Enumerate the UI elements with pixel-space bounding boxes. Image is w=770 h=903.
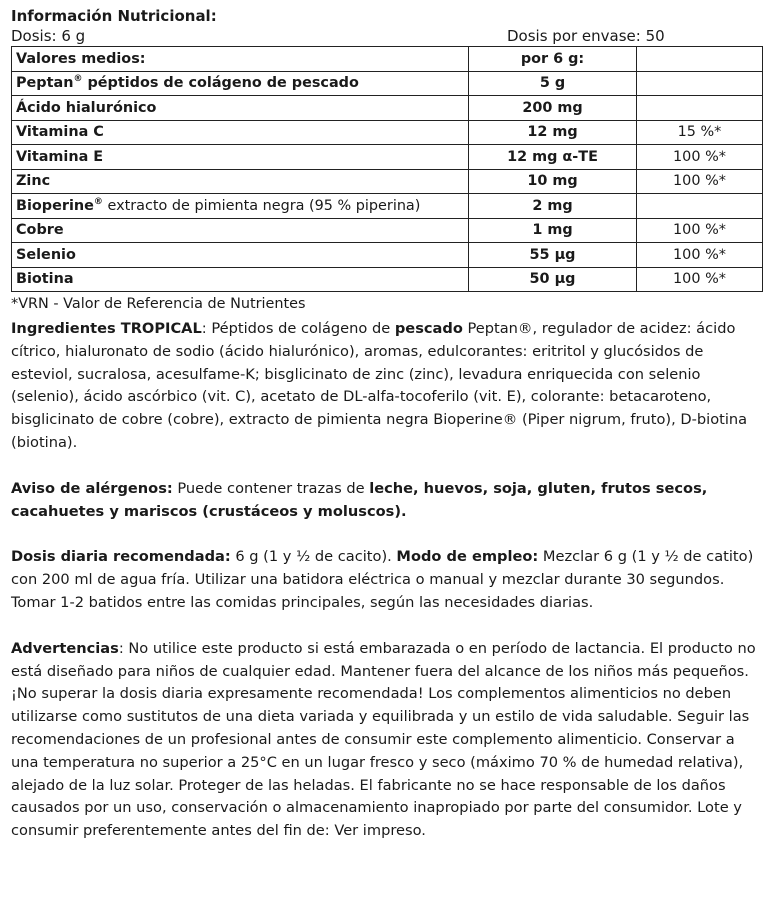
allergens-list: leche, huevos, soja, gluten, frutos secos, cacahuetes y mariscos (crustáceos y moluscos). xyxy=(11,479,708,520)
nutrient-amount: 2 mg xyxy=(469,194,637,219)
nutrition-label xyxy=(11,6,763,843)
ingredients-text-a: : Péptidos de colágeno de xyxy=(201,320,395,337)
vrn-footnote: *VRN - Valor de Referencia de Nutrientes xyxy=(11,296,306,312)
table-row xyxy=(12,194,763,219)
nutrition-table xyxy=(11,46,763,292)
nutrient-vrn: 100 %* xyxy=(637,169,763,194)
nutrient-amount: 200 mg xyxy=(469,96,637,121)
dose-size: Dosis: 6 g xyxy=(11,27,86,45)
table-header-row xyxy=(12,47,763,72)
table-row xyxy=(12,218,763,243)
ingredients-bold-word: pescado xyxy=(394,320,463,337)
registered-mark: ® xyxy=(93,196,103,207)
nutrient-name-text: Vitamina C xyxy=(16,124,104,141)
nutrient-amount: 55 µg xyxy=(469,243,637,268)
table-row xyxy=(12,267,763,292)
nutrient-amount: 50 µg xyxy=(469,267,637,292)
nutrient-amount: 5 g xyxy=(469,71,637,96)
ingredients-text-b: Peptan®, regulador de acidez: ácido cítrico, hialuronato de sodio (ácido hialurónico), aromas, edulcorantes: eritritol y glucósidos de esteviol, sucralosa, acesulfame-K; bisglicinato de zinc (zinc), levadura enriquecida con selenio (selenio), ácido ascórbico (vit. C), acetato de DL-alfa-tocoferilo (vit. E), colorante: betacaroteno, bisglicinato de cobre (cobre), extracto de pimienta negra Bioperine® (Piper nigrum, fruto), D-biotina (biotina). xyxy=(11,320,748,451)
table-row xyxy=(12,145,763,170)
nutrient-name xyxy=(12,267,469,292)
allergens-label: Aviso de alérgenos: xyxy=(11,479,173,497)
nutrient-amount: 1 mg xyxy=(469,218,637,243)
nutrient-name-text: Ácido hialurónico xyxy=(16,99,157,116)
nutrient-name-rest: extracto de pimienta negra (95 % piperina) xyxy=(102,197,421,214)
allergens-text: Puede contener trazas de xyxy=(172,479,370,497)
nutrient-vrn xyxy=(637,71,763,96)
table-row xyxy=(12,243,763,268)
nutrient-amount: 12 mg xyxy=(469,120,637,145)
warnings-text: : No utilice este producto si está embarazada o en período de lactancia. El producto no está diseñado para niños de cualquier edad. Mantener fuera del alcance de los niños más pequeños. ¡No superar la dosis diaria expresamente recomendada! Los complementos alimenticios no deben utilizarse como sustitutos de una dieta variada y equilibrada y un estilo de vida saludable. Seguir las recomendaciones de un profesional antes de consumir este complemento alimenticio. Conservar a una temperatura no superior a 25°C en un lugar fresco y seco (máximo 70 % de humedad relativa), alejado de la luz solar. Proteger de las heladas. El fabricante no se hace responsable de los daños causados por un uso, conservación o almacenamiento inapropiado por parte del consumidor. Lote y consumir preferentemente antes del fin de: Ver impreso. xyxy=(11,639,756,840)
table-row xyxy=(12,96,763,121)
ingredients-label: Ingredientes TROPICAL xyxy=(11,320,202,337)
usage-text: Mezclar 6 g (1 y ½ de catito) con 200 ml de agua fría. Utilizar una batidora eléctrica o manual y mezclar durante 30 segundos. Tomar 1-2 batidos entre las comidas principales, según las necesidades diarias. xyxy=(11,548,754,611)
nutrient-vrn: 100 %* xyxy=(637,218,763,243)
nutrient-vrn xyxy=(637,194,763,219)
nutrient-amount: 10 mg xyxy=(469,169,637,194)
nutrition-title: Información Nutricional: xyxy=(11,7,217,25)
table-row xyxy=(12,71,763,96)
allergens-paragraph xyxy=(11,478,763,524)
dosage-text: 6 g (1 y ½ de cacito). xyxy=(230,548,397,566)
nutrient-amount: 12 mg α-TE xyxy=(469,145,637,170)
nutrient-name-text: Selenio xyxy=(16,246,76,263)
warnings-paragraph xyxy=(11,638,763,843)
dosage-label: Dosis diaria recomendada: xyxy=(11,548,231,566)
ingredients-paragraph xyxy=(11,318,763,455)
dose-info xyxy=(11,26,763,46)
nutrient-name xyxy=(12,218,469,243)
nutrient-name xyxy=(12,96,469,121)
nutrient-name-text: Cobre xyxy=(16,222,64,239)
table-row xyxy=(12,169,763,194)
nutrient-vrn xyxy=(637,96,763,121)
header-vrn xyxy=(637,47,763,72)
table-row xyxy=(12,120,763,145)
nutrient-name xyxy=(12,243,469,268)
nutrient-name-rest: péptidos de colágeno de pescado xyxy=(82,75,359,92)
registered-mark: ® xyxy=(73,74,83,85)
nutrient-name xyxy=(12,194,469,219)
nutrient-vrn: 100 %* xyxy=(637,145,763,170)
nutrient-name xyxy=(12,71,469,96)
nutrient-vrn: 15 %* xyxy=(637,120,763,145)
nutrient-vrn: 100 %* xyxy=(637,267,763,292)
doses-per-pack: Dosis por envase: 50 xyxy=(507,27,665,45)
nutrient-name xyxy=(12,169,469,194)
nutrient-vrn: 100 %* xyxy=(637,243,763,268)
nutrient-name-text: Vitamina E xyxy=(16,148,104,165)
warnings-label: Advertencias xyxy=(11,639,119,657)
header-per-dose: por 6 g: xyxy=(469,47,637,72)
nutrient-name xyxy=(12,145,469,170)
nutrient-name-text: Bioperine xyxy=(16,197,94,214)
nutrient-name-text: Biotina xyxy=(16,271,74,288)
nutrient-name-text: Zinc xyxy=(16,173,51,190)
dosage-paragraph xyxy=(11,546,763,614)
nutrient-name-text: Peptan xyxy=(16,75,74,92)
header-values: Valores medios: xyxy=(12,47,469,72)
usage-label: Modo de empleo: xyxy=(396,548,539,566)
nutrient-name xyxy=(12,120,469,145)
